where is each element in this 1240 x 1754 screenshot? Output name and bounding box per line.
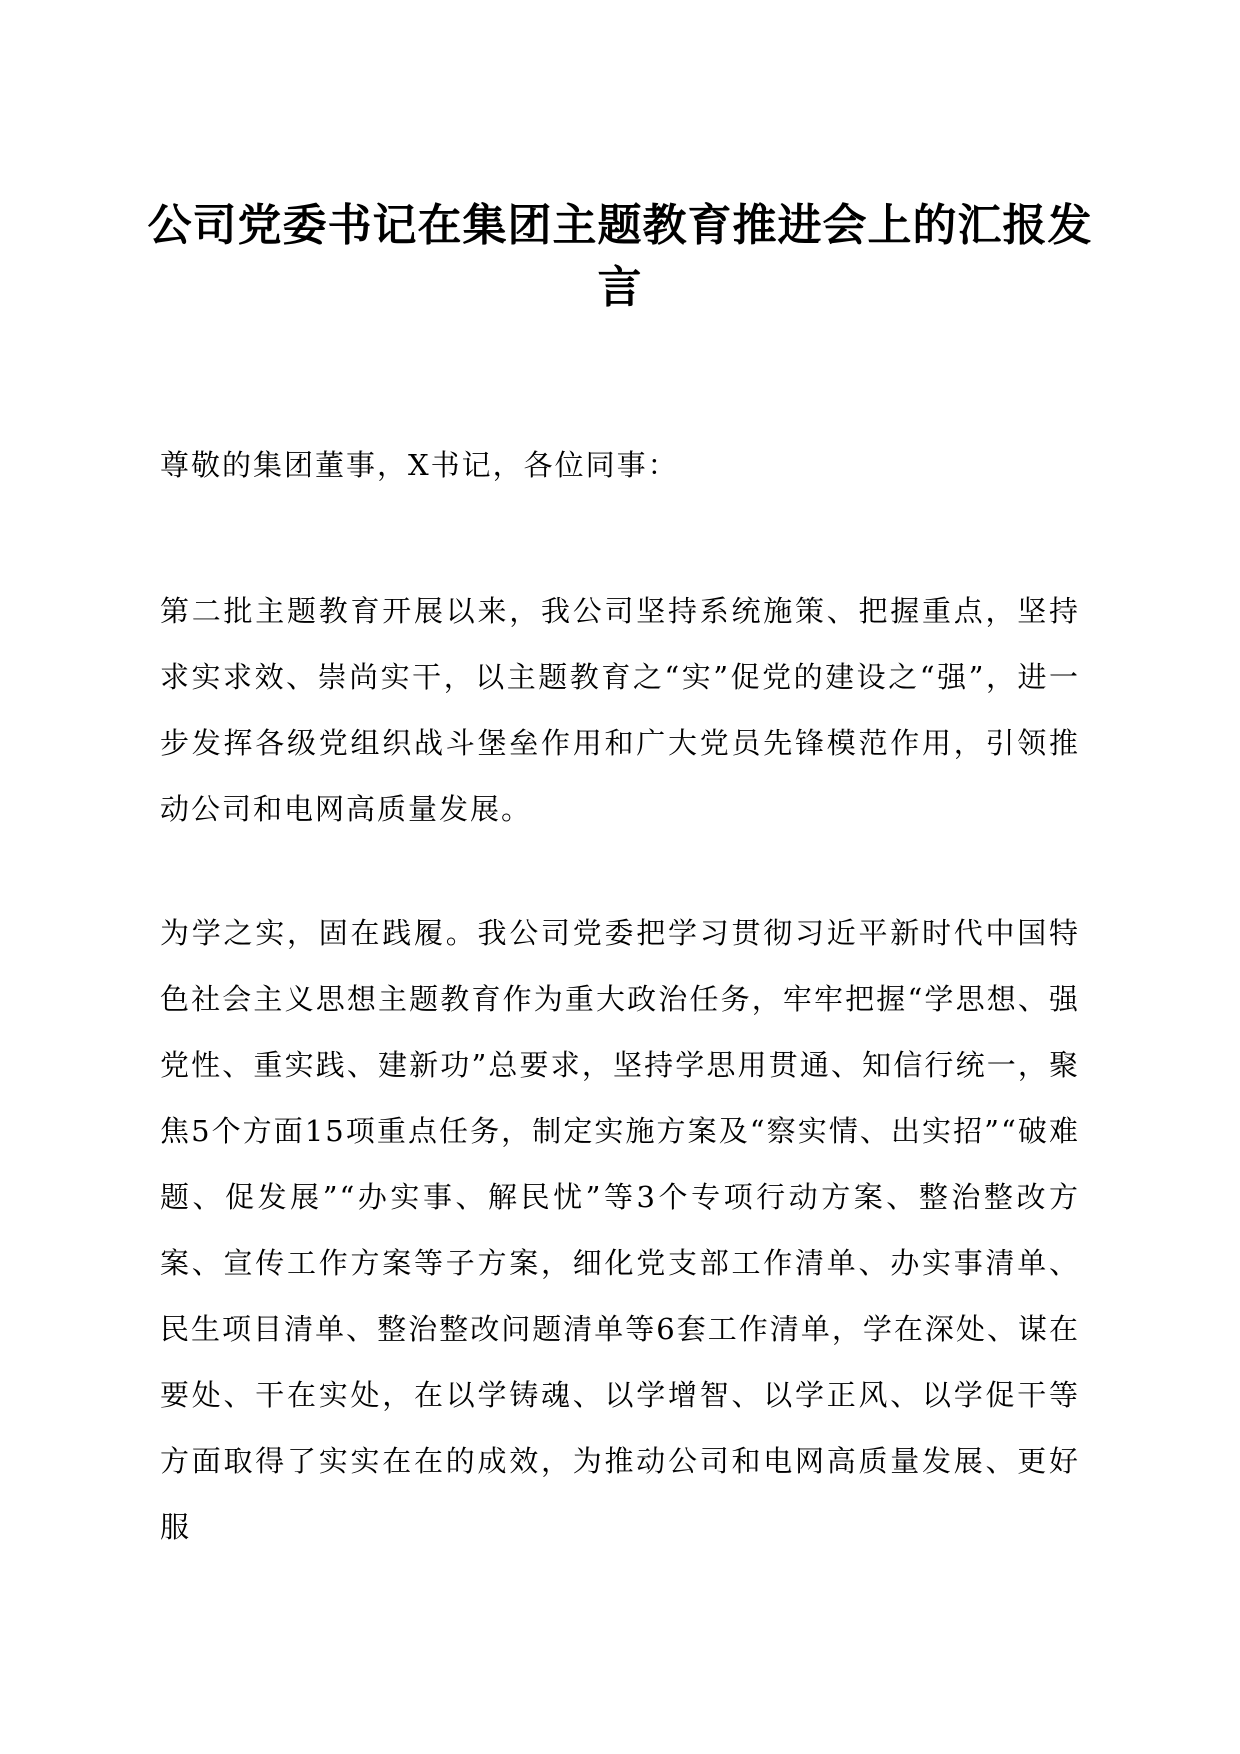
salutation: 尊敬的集团董事，X书记，各位同事： [160,448,679,482]
paragraph-1: 第二批主题教育开展以来，我公司坚持系统施策、把握重点，坚持求实求效、崇尚实干，以主题教育之“实”促党的建设之“强”，进一步发挥各级党组织战斗堡垒作用和广大党员先锋模范作用，引领推动公司和电网高质量发展。 [160,594,1080,826]
paragraph-2: 为学之实，固在践履。我公司党委把学习贯彻习近平新时代中国特色社会主义思想主题教育作为重大政治任务，牢牢把握“学思想、强党性、重实践、建新功”总要求，坚持学思用贯通、知信行统一，聚焦5个方面15项重点任务，制定实施方案及“察实情、出实招”“破难题、促发展”“办实事、解民忧”等3个专项行动方案、整治整改方案、宣传工作方案等子方案，细化党支部工作清单、办实事清单、民生项目清单、整治整改问题清单等6套工作清单，学在深处、谋在要处、干在实处，在以学铸魂、以学增智、以学正风、以学促干等方面取得了实实在在的成效，为推动公司和电网高质量发展、更好服 [160,916,1080,1544]
document-title: 公司党委书记在集团主题教育推进会上的汇报发言 [147,200,1093,313]
